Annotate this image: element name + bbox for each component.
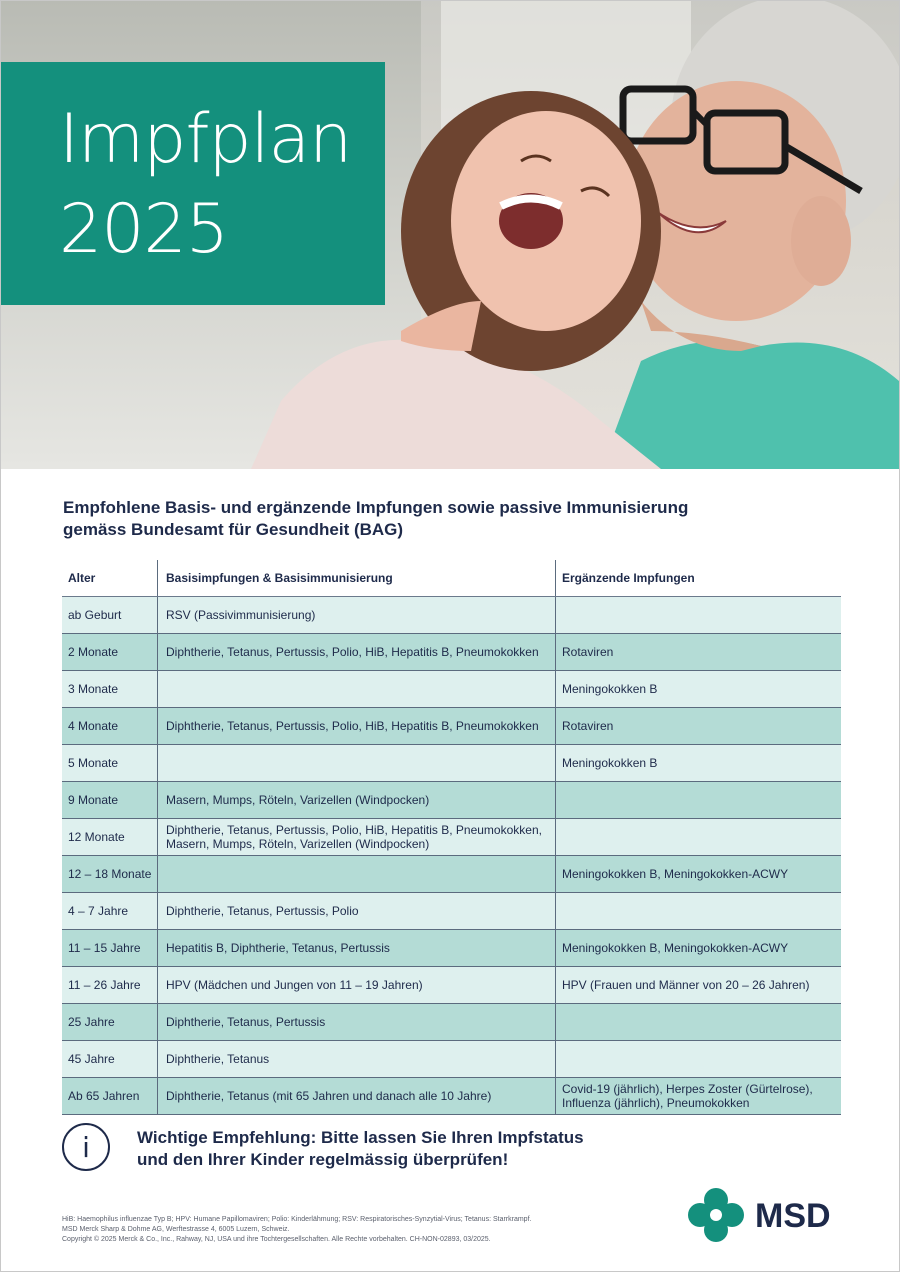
table-header — [62, 560, 841, 597]
cell-age: 4 Monate — [68, 719, 119, 733]
cell-age: 11 – 15 Jahre — [68, 941, 141, 955]
footer-notes — [62, 1215, 662, 1245]
copyright-note: Copyright © 2025 Merck & Co., Inc., Rahway, NJ, USA und ihre Tochtergesellschaften. Alle Rechte vorbehalten. CH-NON-02893, 03/2025. — [62, 1236, 491, 1243]
subtitle — [63, 497, 823, 541]
important-recommendation — [137, 1127, 657, 1171]
cell-extra — [555, 597, 841, 633]
msd-logo-text: MSD — [755, 1197, 831, 1235]
cell-basis — [157, 745, 555, 781]
cell-age: 11 – 26 Jahre — [68, 978, 141, 992]
company-address: MSD Merck Sharp & Dohme AG, Werftestrasse 4, 6005 Luzern, Schweiz. — [62, 1226, 290, 1233]
cell-basis: Hepatitis B, Diphtherie, Tetanus, Pertussis — [157, 930, 555, 966]
cell-extra — [555, 893, 841, 929]
header-age: Alter — [68, 571, 96, 585]
cell-basis: Diphtherie, Tetanus (mit 65 Jahren und danach alle 10 Jahre) — [157, 1078, 555, 1114]
cell-extra — [555, 782, 841, 818]
cell-age: 3 Monate — [68, 682, 119, 696]
cell-age: 9 Monate — [68, 793, 119, 807]
table-row — [62, 819, 841, 856]
recommendation-line-1: Wichtige Empfehlung: Bitte lassen Sie Ihren Impfstatus — [137, 1128, 584, 1147]
table-row — [62, 745, 841, 782]
cell-extra — [555, 1041, 841, 1077]
cell-basis: HPV (Mädchen und Jungen von 11 – 19 Jahren) — [157, 967, 555, 1003]
table-row — [62, 856, 841, 893]
header-extra: Ergänzende Impfungen — [555, 560, 841, 596]
cell-basis: Diphtherie, Tetanus, Pertussis, Polio — [157, 893, 555, 929]
title-box — [1, 62, 385, 305]
hero-photo — [1, 1, 899, 469]
cell-age: Ab 65 Jahren — [68, 1089, 140, 1103]
subtitle-line-1: Empfohlene Basis- und ergänzende Impfungen sowie passive Immunisierung — [63, 498, 689, 517]
cell-age: 12 Monate — [68, 830, 125, 844]
title-line-1: Impfplan — [59, 100, 352, 179]
table-row — [62, 1004, 841, 1041]
cell-extra: Rotaviren — [555, 634, 841, 670]
cell-extra: Rotaviren — [555, 708, 841, 744]
cell-age: 2 Monate — [68, 645, 119, 659]
cell-basis — [157, 671, 555, 707]
cell-extra — [555, 819, 841, 855]
subtitle-line-2: gemäss Bundesamt für Gesundheit (BAG) — [63, 520, 404, 539]
title-line-2: 2025 — [59, 190, 229, 269]
header-basis: Basisimpfungen & Basisimmunisierung — [157, 560, 555, 596]
table-row — [62, 930, 841, 967]
cell-age: 25 Jahre — [68, 1015, 115, 1029]
info-icon: i — [62, 1123, 110, 1171]
recommendation-line-2: und den Ihrer Kinder regelmässig überprüfen! — [137, 1150, 509, 1169]
cell-extra: Meningokokken B, Meningokokken-ACWY — [555, 930, 841, 966]
table-row — [62, 671, 841, 708]
cell-basis: Diphtherie, Tetanus, Pertussis, Polio, HiB, Hepatitis B, Pneumokokken, Masern, Mumps, Röteln, Varizellen (Windpocken) — [157, 819, 555, 855]
table-row — [62, 893, 841, 930]
table-row — [62, 1078, 841, 1115]
vaccination-table — [62, 560, 841, 1115]
cell-basis: Masern, Mumps, Röteln, Varizellen (Windpocken) — [157, 782, 555, 818]
table-row — [62, 782, 841, 819]
table-row — [62, 967, 841, 1004]
cell-age: ab Geburt — [68, 608, 122, 622]
cell-extra: Covid-19 (jährlich), Herpes Zoster (Gürtelrose), Influenza (jährlich), Pneumokokken — [555, 1078, 841, 1114]
cell-basis: Diphtherie, Tetanus — [157, 1041, 555, 1077]
cell-extra: Meningokokken B, Meningokokken-ACWY — [555, 856, 841, 892]
cell-extra — [555, 1004, 841, 1040]
cell-age: 4 – 7 Jahre — [68, 904, 129, 918]
cell-basis: Diphtherie, Tetanus, Pertussis — [157, 1004, 555, 1040]
table-row — [62, 1041, 841, 1078]
cell-basis: Diphtherie, Tetanus, Pertussis, Polio, HiB, Hepatitis B, Pneumokokken — [157, 708, 555, 744]
cell-extra: HPV (Frauen und Männer von 20 – 26 Jahren) — [555, 967, 841, 1003]
cell-age: 5 Monate — [68, 756, 119, 770]
table-row — [62, 708, 841, 745]
table-row — [62, 634, 841, 671]
cell-extra: Meningokokken B — [555, 745, 841, 781]
table-row — [62, 597, 841, 634]
cell-age: 12 – 18 Monate — [68, 867, 152, 881]
cell-basis — [157, 856, 555, 892]
abbreviations-note: HiB: Haemophilus influenzae Typ B; HPV: Humane Papillomaviren; Polio: Kinderlähmung; RSV: Respiratorisches-Synzytial-Virus; Tetanus: Starrkrampf. — [62, 1216, 532, 1223]
cell-extra: Meningokokken B — [555, 671, 841, 707]
cell-basis: Diphtherie, Tetanus, Pertussis, Polio, HiB, Hepatitis B, Pneumokokken — [157, 634, 555, 670]
cell-age: 45 Jahre — [68, 1052, 115, 1066]
cell-basis: RSV (Passivimmunisierung) — [157, 597, 555, 633]
